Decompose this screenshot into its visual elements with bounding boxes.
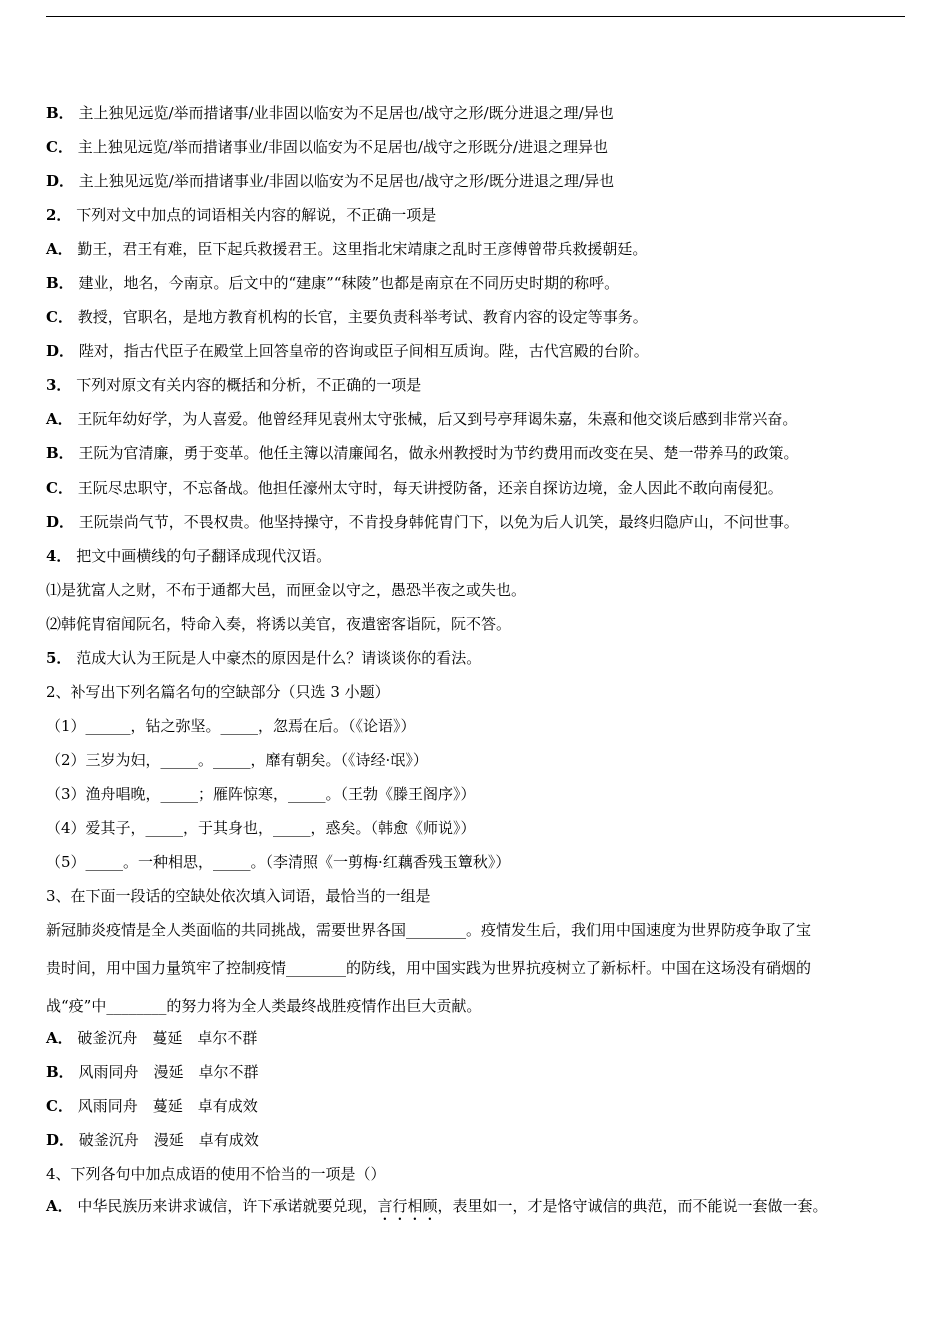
text-line [46, 307, 648, 327]
item-text: 下列对原文有关内容的概括和分析，不正确的一项是 [76, 376, 422, 394]
item-label: 4． [46, 547, 72, 565]
item-label: B． [46, 444, 74, 462]
text-line [46, 512, 799, 532]
item-label: D． [46, 513, 75, 531]
text-line [46, 1130, 259, 1150]
text-line [46, 171, 614, 191]
option-text-after: ，表里如一，才是恪守诚信的典范，而不能说一套做一套。 [437, 1197, 828, 1215]
text-line [46, 750, 428, 770]
item-text: 王阮尽忠职守，不忘备战。他担任濠州太守时，每天讲授防备，还亲自探访边境，金人因此不敢向南侵犯。 [77, 479, 783, 497]
item-text: 3、在下面一段话的空缺处依次填入词语，最恰当的一组是 [46, 887, 431, 905]
text-line [46, 137, 608, 157]
item-label: B． [46, 274, 74, 292]
text-line [46, 996, 481, 1016]
item-label: A． [46, 410, 73, 428]
text-line [46, 375, 421, 395]
option-line-last [46, 1196, 827, 1224]
text-line [46, 852, 510, 872]
item-text: 战“疫”中________的努力将为全人类最终战胜疫情作出巨大贡献。 [46, 997, 482, 1015]
item-label: B． [46, 1063, 74, 1081]
item-label: D． [46, 342, 75, 360]
text-line [46, 784, 476, 804]
text-line [46, 1062, 258, 1082]
text-line [46, 409, 797, 429]
text-line [46, 682, 390, 702]
item-text: 王阮年幼好学，为人喜爱。他曾经拜见袁州太守张械，后又到号亭拜谒朱嘉，朱熹和他交谈后感到非常兴奋。 [77, 410, 798, 428]
text-line [46, 920, 811, 940]
item-label: 5． [46, 649, 72, 667]
item-text: 范成大认为王阮是人中豪杰的原因是什么？请谈谈你的看法。 [76, 649, 482, 667]
text-line [46, 273, 619, 293]
item-text: 下列对文中加点的词语相关内容的解说，不正确一项是 [76, 206, 437, 224]
item-text: （1）______，钻之弥坚。_____，忽焉在后。（《论语》） [46, 717, 416, 735]
item-label: 3． [46, 376, 72, 394]
text-line [46, 958, 811, 978]
item-text: （3）渔舟唱晚，_____；雁阵惊寒，_____。（王勃《滕王阁序》） [46, 785, 476, 803]
item-text: 风雨同舟 蔓延 卓有成效 [77, 1097, 258, 1115]
text-line [46, 886, 431, 906]
option-label: A． [46, 1197, 73, 1215]
item-label: C． [46, 138, 73, 156]
text-line [46, 239, 647, 259]
item-text: 破釜沉舟 漫延 卓有成效 [78, 1131, 259, 1149]
item-label: D． [46, 172, 75, 190]
item-text: 主上独见远览/举而措诸事/业非固以临安为不足居也/战守之形/既分进退之理/异也 [78, 104, 614, 122]
text-line [46, 103, 614, 123]
item-text: ⑴是犹富人之财，不布于通都大邑，而匣金以守之，愚恐半夜之或失也。 [46, 581, 527, 599]
text-line [46, 443, 798, 463]
item-text: 2、补写出下列名篇名句的空缺部分（只选 3 小题） [46, 683, 390, 701]
item-text: 贵时间，用中国力量筑牢了控制疫情________的防线，用中国实践为世界抗疫树立了新标杆。中国在这场没有硝烟的 [46, 959, 812, 977]
text-line [46, 546, 331, 566]
item-text: 新冠肺炎疫情是全人类面临的共同挑战，需要世界各国________。疫情发生后，我们用中国速度为世界防疫争取了宝 [46, 921, 812, 939]
item-text: 勤王，君王有难，臣下起兵救援君王。这里指北宋靖康之乱时王彦傅曾带兵救援朝廷。 [77, 240, 648, 258]
item-text: 建业，地名，今南京。后文中的“建康”“秣陵”也都是南京在不同历史时期的称呼。 [78, 274, 620, 292]
text-line [46, 580, 526, 600]
item-text: 教授，官职名，是地方教育机构的长官，主要负责科举考试、教育内容的设定等事务。 [77, 308, 648, 326]
item-text: 王阮崇尚气节，不畏权贵。他坚持操守，不肯投身韩侂胄门下，以免为后人讥笑，最终归隐庐山，不问世事。 [78, 513, 799, 531]
text-line [46, 648, 481, 668]
text-line [46, 205, 436, 225]
text-line [46, 1096, 258, 1116]
item-label: C． [46, 479, 73, 497]
item-text: 破釜沉舟 蔓延 卓尔不群 [77, 1029, 258, 1047]
dotted-idiom: 言行相顾 [377, 1197, 438, 1215]
item-text: （4）爱其子，_____，于其身也，_____，惑矣。（韩愈《师说》） [46, 819, 476, 837]
item-text: 陛对，指古代臣子在殿堂上回答皇帝的咨询或臣子间相互质询。陛，古代宫殿的台阶。 [78, 342, 649, 360]
text-line [46, 716, 416, 736]
item-label: C． [46, 1097, 73, 1115]
header-rule [46, 16, 905, 17]
text-line [46, 1164, 386, 1184]
item-text: ⑵韩侂胄宿闻阮名，特命入奏，将诱以美官，夜遣密客诣阮，阮不答。 [46, 615, 512, 633]
item-text: 把文中画横线的句子翻译成现代汉语。 [76, 547, 332, 565]
item-label: D． [46, 1131, 75, 1149]
item-text: 王阮为官清廉，勇于变革。他任主簿以清廉闻名，做永州教授时为节约费用而改变在吴、楚一带养马的政策。 [78, 444, 799, 462]
text-line [46, 1028, 257, 1048]
item-label: 2． [46, 206, 72, 224]
item-label: B． [46, 104, 74, 122]
option-text-before: 中华民族历来讲求诚信，许下承诺就要兑现， [77, 1197, 378, 1215]
text-line [46, 478, 783, 498]
text-line [46, 341, 649, 361]
item-label: C． [46, 308, 73, 326]
item-text: 4、下列各句中加点成语的使用不恰当的一项是（） [46, 1165, 386, 1183]
item-label: A． [46, 240, 73, 258]
text-line [46, 818, 476, 838]
item-label: A． [46, 1029, 73, 1047]
item-text: 主上独见远览/举而措诸事业/非固以临安为不足居也/战守之形/既分进退之理/异也 [78, 172, 615, 190]
item-text: 主上独见远览/举而措诸事业/非固以临安为不足居也/战守之形既分/进退之理异也 [77, 138, 608, 156]
item-text: （5）_____。一种相思，_____。（李清照《一剪梅·红藕香残玉簟秋》） [46, 853, 511, 871]
text-line [46, 614, 511, 634]
item-text: （2）三岁为妇，_____。_____，靡有朝矣。（《诗经·氓》） [46, 751, 428, 769]
item-text: 风雨同舟 漫延 卓尔不群 [78, 1063, 259, 1081]
